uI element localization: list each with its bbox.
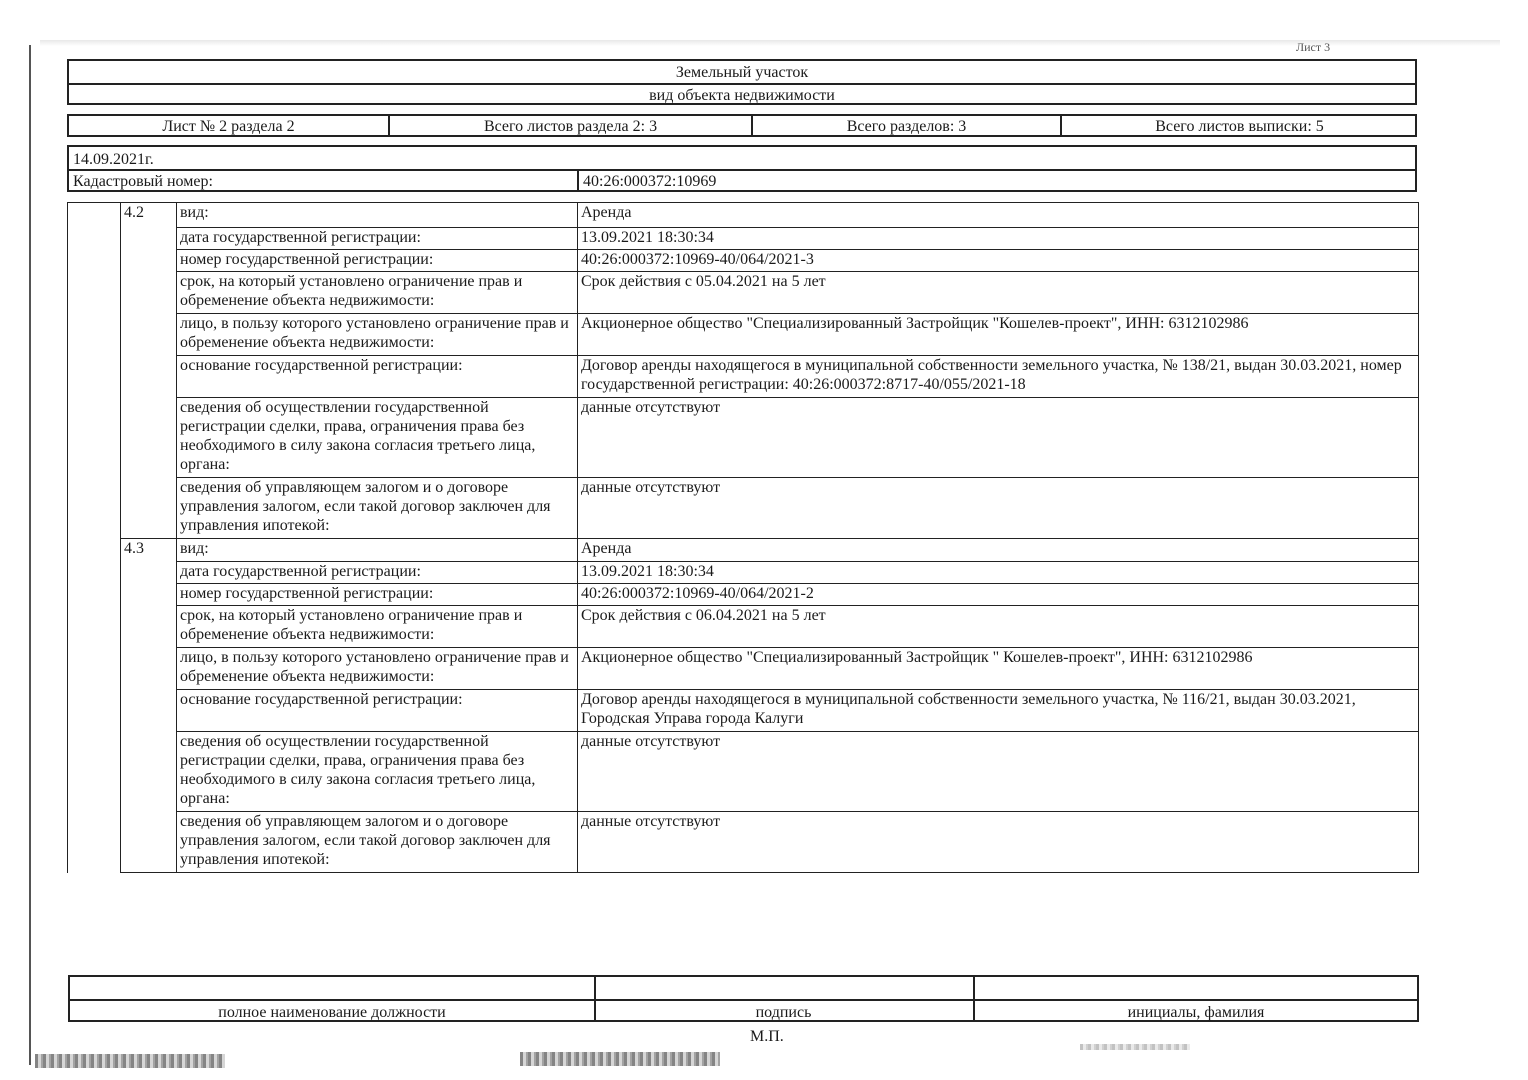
position-caption: полное наименование должности	[218, 1004, 446, 1021]
field-label: номер государственной регистрации:	[177, 584, 578, 606]
signature-caption: подпись	[755, 1004, 812, 1021]
scan-edge-line	[29, 45, 31, 1065]
sheet-number: Лист № 2 раздела 2	[69, 116, 390, 135]
blank-column	[68, 203, 121, 539]
section-number: 4.3	[121, 539, 177, 873]
scan-artifact	[520, 1052, 720, 1066]
section-sheets-total: Всего листов раздела 2: 3	[390, 116, 753, 135]
table-row	[68, 690, 1419, 732]
field-label: вид:	[177, 203, 578, 228]
table-row	[68, 732, 1419, 812]
field-label: лицо, в пользу которого установлено ограничение прав и обременение объекта недвижимости:	[177, 314, 578, 356]
signature-block	[68, 975, 1419, 1022]
stamp-place: М.П.	[750, 1028, 784, 1045]
table-row	[68, 314, 1419, 356]
scan-artifact	[1080, 1044, 1190, 1050]
scan-artifact	[35, 1054, 225, 1068]
blank-column	[68, 539, 121, 873]
field-label: лицо, в пользу которого установлено ограничение прав и обременение объекта недвижимости:	[177, 648, 578, 690]
table-row	[68, 478, 1419, 539]
table-row	[68, 272, 1419, 314]
field-label: дата государственной регистрации:	[177, 228, 578, 250]
field-value: Срок действия с 06.04.2021 на 5 лет	[578, 606, 1419, 648]
field-label: дата государственной регистрации:	[177, 562, 578, 584]
field-label: вид:	[177, 539, 578, 562]
scan-shadow	[40, 40, 1500, 46]
table-row	[68, 562, 1419, 584]
table-row	[68, 398, 1419, 478]
field-label: сведения об управляющем залогом и о договоре управления залогом, если такой договор заключен для управления ипотекой:	[177, 478, 578, 539]
field-value: Договор аренды находящегося в муниципальной собственности земельного участка, № 116/21, выдан 30.03.2021, Городская Управа города Калуги	[578, 690, 1419, 732]
table-row	[68, 203, 1419, 228]
object-header	[67, 59, 1417, 105]
field-value: 13.09.2021 18:30:34	[578, 562, 1419, 584]
cadastral-label: Кадастровый номер:	[69, 171, 579, 192]
field-value: 13.09.2021 18:30:34	[578, 228, 1419, 250]
table-row	[68, 606, 1419, 648]
table-row	[68, 250, 1419, 272]
name-caption: инициалы, фамилия	[1127, 1004, 1265, 1021]
field-value: данные отсутствуют	[578, 478, 1419, 539]
field-label: основание государственной регистрации:	[177, 356, 578, 398]
field-label: основание государственной регистрации:	[177, 690, 578, 732]
field-value: Аренда	[578, 539, 1419, 562]
field-label: номер государственной регистрации:	[177, 250, 578, 272]
object-name: Земельный участок	[675, 64, 809, 81]
field-value: Договор аренды находящегося в муниципальной собственности земельного участка, № 138/21, выдан 30.03.2021, номер государственной регистрации: 40:26:000372:8717-40/055/2021-18	[578, 356, 1419, 398]
field-value: Аренда	[578, 203, 1419, 228]
table-row	[68, 648, 1419, 690]
field-value: Срок действия с 05.04.2021 на 5 лет	[578, 272, 1419, 314]
table-row	[68, 539, 1419, 562]
table-row	[68, 228, 1419, 250]
sections-total: Всего разделов: 3	[753, 116, 1062, 135]
table-row	[68, 812, 1419, 873]
table-row	[68, 584, 1419, 606]
date-cadastral-block	[67, 145, 1417, 192]
field-value: 40:26:000372:10969-40/064/2021-3	[578, 250, 1419, 272]
field-label: сведения об управляющем залогом и о договоре управления залогом, если такой договор заключен для управления ипотекой:	[177, 812, 578, 873]
extract-sheets-total: Всего листов выписки: 5	[1155, 118, 1324, 135]
sheet-label: Лист 3	[1296, 40, 1331, 54]
field-label: срок, на который установлено ограничение прав и обременение объекта недвижимости:	[177, 606, 578, 648]
sheet-info-row	[67, 114, 1417, 137]
section-number: 4.2	[121, 203, 177, 539]
encumbrance-table	[67, 202, 1419, 873]
field-value: данные отсутствуют	[578, 398, 1419, 478]
field-value: данные отсутствуют	[578, 732, 1419, 812]
field-label: срок, на который установлено ограничение прав и обременение объекта недвижимости:	[177, 272, 578, 314]
table-row	[68, 356, 1419, 398]
field-label: сведения об осуществлении государственной регистрации сделки, права, ограничения права без необходимого в силу закона согласия третьего лица, органа:	[177, 398, 578, 478]
field-label: сведения об осуществлении государственной регистрации сделки, права, ограничения права без необходимого в силу закона согласия третьего лица, органа:	[177, 732, 578, 812]
field-value: данные отсутствуют	[578, 812, 1419, 873]
field-value: Акционерное общество "Специализированный Застройщик "Кошелев-проект", ИНН: 6312102986	[578, 314, 1419, 356]
field-value: Акционерное общество "Специализированный Застройщик " Кошелев-проект", ИНН: 6312102986	[578, 648, 1419, 690]
field-value: 40:26:000372:10969-40/064/2021-2	[578, 584, 1419, 606]
cadastral-number: 40:26:000372:10969	[583, 173, 717, 190]
extract-date: 14.09.2021г.	[73, 151, 154, 168]
object-type-caption: вид объекта недвижимости	[649, 87, 835, 104]
